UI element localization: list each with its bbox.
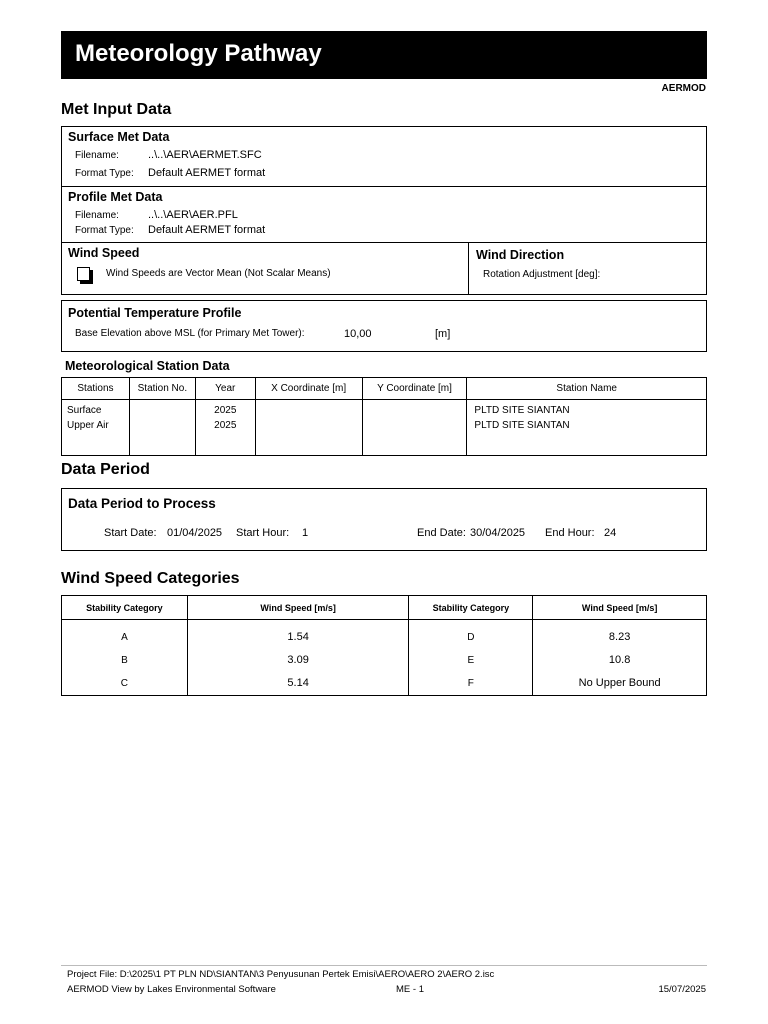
station-type: Upper Air <box>67 420 109 431</box>
station-name: PLTD SITE SIANTAN <box>474 405 570 416</box>
surface-met-title: Surface Met Data <box>68 130 170 144</box>
data-period-heading: Data Period <box>61 461 150 478</box>
stability-category: D <box>467 632 475 643</box>
stability-category: A <box>121 632 128 643</box>
stability-cell <box>409 620 533 696</box>
station-year: 2025 <box>214 420 237 431</box>
column-header: Year <box>195 378 255 400</box>
end-date-value: 30/04/2025 <box>470 527 526 539</box>
met-files-box <box>61 126 707 243</box>
profile-filename-label: Filename: <box>75 210 119 221</box>
page-number: ME - 1 <box>396 984 424 995</box>
stability-category: E <box>467 655 475 666</box>
wind-speed-title: Wind Speed <box>68 246 140 260</box>
end-hour-label: End Hour: <box>545 527 595 539</box>
wind-speed-value: 3.09 <box>287 654 309 666</box>
wind-box <box>61 242 707 295</box>
wind-speed-value: 1.54 <box>287 631 309 643</box>
surface-filename-value: ..\..\AER\AERMET.SFC <box>148 149 262 161</box>
station-number-cell <box>129 400 195 456</box>
rotation-adjustment-label: Rotation Adjustment [deg]: <box>483 269 601 280</box>
data-period-title: Data Period to Process <box>68 496 216 511</box>
stability-cell <box>62 620 188 696</box>
profile-filename-value: ..\..\AER\AER.PFL <box>148 209 238 221</box>
wind-categories-table <box>61 595 707 696</box>
column-header: Stability Category <box>62 596 188 620</box>
profile-met-title: Profile Met Data <box>68 190 163 204</box>
station-type: Surface <box>67 405 102 416</box>
temperature-profile-box <box>61 300 707 352</box>
start-date-label: Start Date: <box>104 527 157 539</box>
x-coordinate-cell <box>255 400 362 456</box>
surface-format-label: Format Type: <box>75 168 134 179</box>
y-coordinate-cell <box>362 400 467 456</box>
column-header: Wind Speed [m/s] <box>533 596 707 620</box>
surface-filename-label: Filename: <box>75 150 119 161</box>
profile-format-value: Default AERMET format <box>148 224 266 236</box>
base-elevation-label: Base Elevation above MSL (for Primary Met Tower): <box>75 328 305 339</box>
vector-mean-label: Wind Speeds are Vector Mean (Not Scalar Means) <box>106 268 331 279</box>
year-cell <box>195 400 255 456</box>
column-header: Station Name <box>467 378 707 400</box>
base-elevation-unit: [m] <box>435 328 451 340</box>
table-header-row <box>62 378 707 400</box>
start-hour-label: Start Hour: <box>236 527 290 539</box>
stability-category: F <box>467 678 474 689</box>
column-header: X Coordinate [m] <box>255 378 362 400</box>
end-date-label: End Date: <box>417 527 466 539</box>
wind-speed-value: 8.23 <box>608 631 631 643</box>
footer-divider <box>61 965 707 966</box>
divider <box>468 243 469 294</box>
profile-format-label: Format Type: <box>75 225 134 236</box>
wind-speed-value: 5.14 <box>287 677 309 689</box>
station-data-heading: Meteorological Station Data <box>65 359 230 373</box>
table-header-row <box>62 596 707 620</box>
stability-category: B <box>121 655 128 666</box>
table-row <box>62 620 707 696</box>
station-year: 2025 <box>214 405 237 416</box>
start-date-value: 01/04/2025 <box>167 527 223 539</box>
end-hour-value: 24 <box>604 527 617 539</box>
column-header: Stability Category <box>409 596 533 620</box>
start-hour-value: 1 <box>302 527 309 539</box>
column-header: Station No. <box>129 378 195 400</box>
wind-direction-title: Wind Direction <box>476 248 565 262</box>
base-elevation-value: 10,00 <box>344 328 372 340</box>
report-date: 15/07/2025 <box>658 984 706 995</box>
station-name-cell <box>467 400 707 456</box>
project-file-path: Project File: D:\2025\1 PT PLN ND\SIANTAN\3 Penyusunan Pertek Emisi\AERO\AERO 2\AERO 2.isc <box>67 969 495 980</box>
column-header: Y Coordinate [m] <box>362 378 467 400</box>
wind-speed-value: No Upper Bound <box>578 677 661 689</box>
vector-mean-checkbox[interactable] <box>77 267 90 281</box>
station-table <box>61 377 707 456</box>
table-row <box>62 400 707 456</box>
page-title: Meteorology Pathway <box>61 31 707 79</box>
program-tag: AERMOD <box>661 83 706 94</box>
divider <box>62 186 706 187</box>
met-input-heading: Met Input Data <box>61 101 172 118</box>
wind-categories-heading: Wind Speed Categories <box>61 570 240 587</box>
column-header: Wind Speed [m/s] <box>187 596 409 620</box>
station-name: PLTD SITE SIANTAN <box>474 420 570 431</box>
column-header: Stations <box>62 378 130 400</box>
wind-speed-value: 10.8 <box>608 654 631 666</box>
stations-cell <box>62 400 130 456</box>
surface-format-value: Default AERMET format <box>148 167 266 179</box>
wind-speed-cell <box>533 620 707 696</box>
temperature-profile-title: Potential Temperature Profile <box>68 306 242 320</box>
software-credit: AERMOD View by Lakes Environmental Software <box>67 984 276 995</box>
wind-speed-cell <box>187 620 409 696</box>
data-period-box <box>61 488 707 551</box>
stability-category: C <box>120 678 129 689</box>
